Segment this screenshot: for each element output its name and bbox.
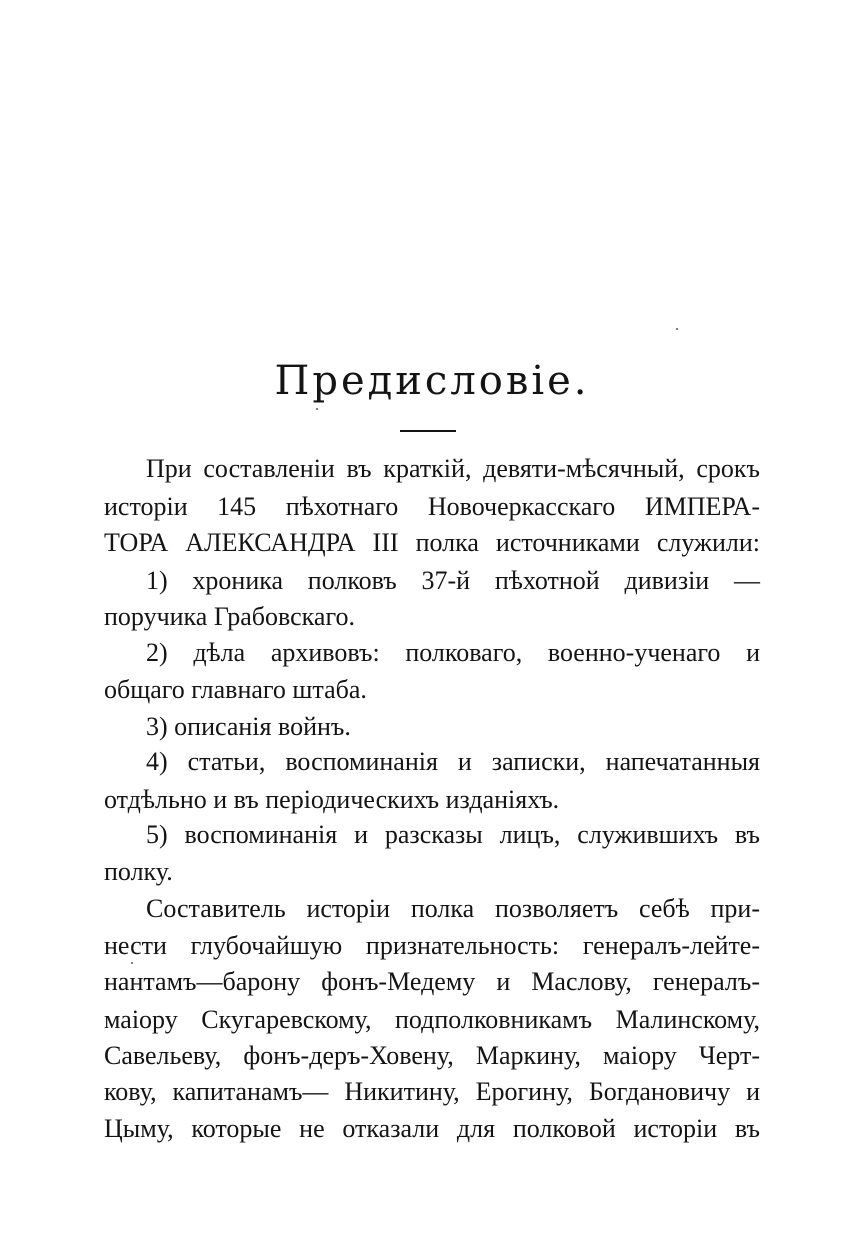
text-line: 3) описанія войнъ. (146, 712, 351, 741)
text-line: кову, капитанамъ— Никитину, Ерогину, Богдановичу и (104, 1077, 760, 1106)
text-line: нести глубочайшую признательность: генералъ-лейте- (104, 931, 760, 960)
preface-title: Предисловіе. (274, 358, 590, 404)
text-line: Цыму, которые не отказали для полковой исторіи въ (104, 1114, 760, 1143)
text-line: 4) статьи, воспоминанія и записки, напечатанныя (146, 747, 760, 776)
print-speck (316, 408, 318, 410)
text-line: исторіи 145 пѣхотнаго Новочеркасскаго ИМПЕРА- (104, 492, 760, 521)
text-line: нантамъ—барону фонъ-Медему и Маслову, генералъ- (104, 967, 760, 996)
text-line: При составленіи въ краткій, девяти-мѣсячный, срокъ (146, 454, 760, 483)
text-line: маіору Скугаревскому, подполковникамъ Малинскому, (104, 1005, 760, 1034)
text-line: 5) воспоминанія и разсказы лицъ, служившихъ въ (146, 820, 760, 849)
text-line: 2) дѣла архивовъ: полковаго, военно-ученаго и (146, 638, 760, 667)
text-line: общаго главнаго штаба. (104, 675, 367, 704)
text-line: полку. (104, 857, 173, 886)
title-rule (400, 430, 456, 432)
text-line: 1) хроника полковъ 37-й пѣхотной дивизіи — (146, 566, 760, 595)
print-speck (676, 328, 678, 330)
print-speck (131, 962, 133, 964)
text-line: поручика Грабовскаго. (104, 602, 355, 631)
text-line: отдѣльно и въ періодическихъ изданіяхъ. (104, 785, 560, 814)
text-line: Савельеву, фонъ-деръ-Ховену, Маркину, маіору Черт- (104, 1041, 760, 1070)
text-line: ТОРА АЛЕКСАНДРА III полка источниками служили: (104, 528, 760, 557)
text-line: Составитель исторіи полка позволяетъ себѣ при- (146, 894, 760, 923)
